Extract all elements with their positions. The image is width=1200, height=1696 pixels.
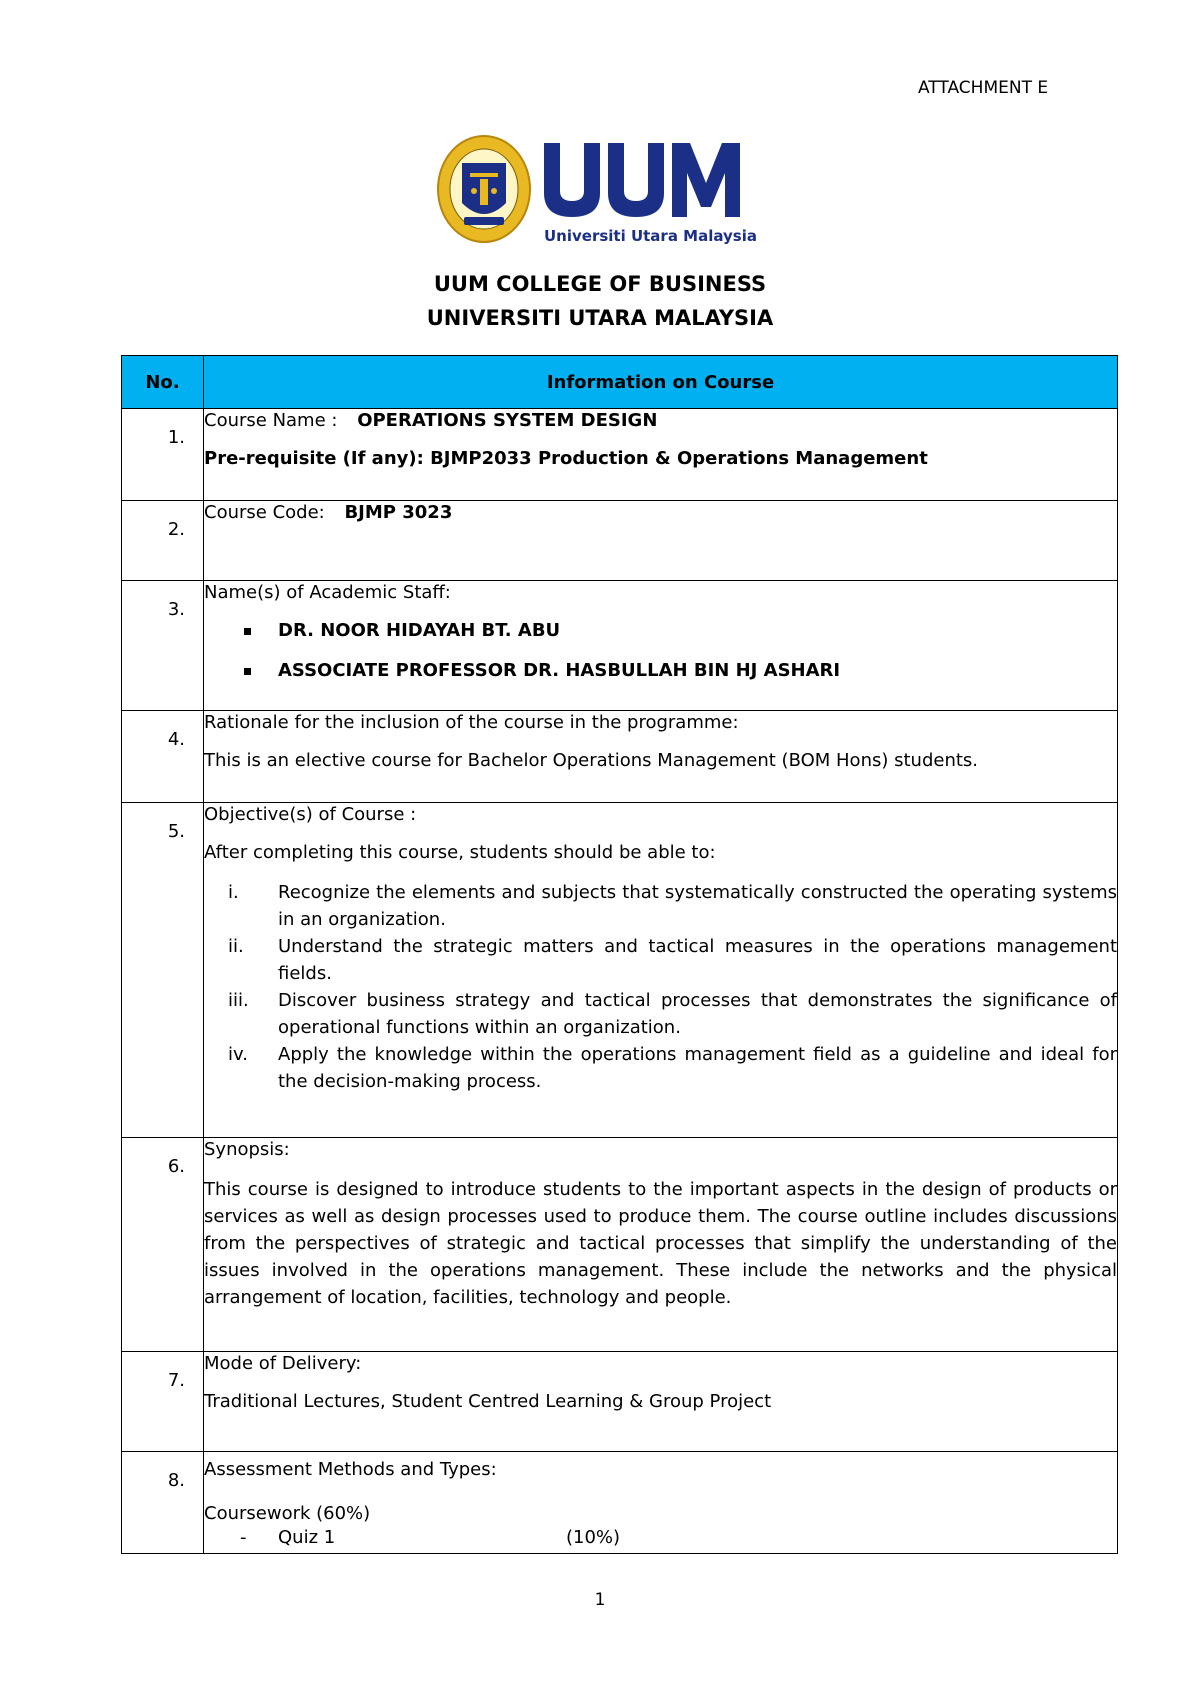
list-item: ii. Understand the strategic matters and tactical measures in the operations management fields.	[228, 936, 1117, 984]
uum-logo	[436, 133, 756, 253]
row-number: 5.	[122, 803, 204, 1138]
college-title: UUM COLLEGE OF BUSINESS	[433, 272, 767, 296]
synopsis-label: Synopsis:	[204, 1139, 290, 1160]
university-title: UNIVERSITI UTARA MALAYSIA	[426, 306, 774, 330]
row-content	[204, 581, 1118, 711]
assessment-item: - Quiz 1 (10%)	[240, 1527, 621, 1548]
rationale-label: Rationale for the inclusion of the course in the programme:	[204, 712, 739, 733]
objectives-list	[204, 879, 1117, 1095]
synopsis-text: This course is designed to introduce students to the important aspects in the design of products or services as well as design processes used to produce them. The course outline includes discussions from the perspectives of strategic and tactical processes that simplify the understanding of the issues involved in the operations management. These include the networks and the physical arrangement of location, facilities, technology and people.	[204, 1179, 1117, 1308]
table-row	[122, 803, 1118, 1138]
row-number: 4.	[122, 711, 204, 803]
uum-logo-graphic	[436, 133, 756, 253]
row-content	[204, 501, 1118, 581]
objectives-intro: After completing this course, students should be able to:	[204, 842, 716, 863]
list-item: i. Recognize the elements and subjects that systematically constructed the operating systems in an organization.	[228, 882, 1117, 930]
row-number: 3.	[122, 581, 204, 711]
row-content	[204, 1352, 1118, 1452]
delivery-label: Mode of Delivery:	[204, 1353, 362, 1374]
academic-staff-label: Name(s) of Academic Staff:	[204, 582, 451, 603]
course-code-value: BJMP 3023	[344, 502, 453, 523]
list-item: iv. Apply the knowledge within the operations management field as a guideline and ideal for the decision-making process.	[228, 1044, 1117, 1092]
attachment-label: ATTACHMENT E	[918, 78, 1049, 98]
bullet-icon	[244, 668, 251, 675]
row-content	[204, 1452, 1118, 1554]
row-content	[204, 711, 1118, 803]
course-name-value: OPERATIONS SYSTEM DESIGN	[357, 410, 658, 431]
column-header-info: Information on Course	[204, 356, 1118, 409]
row-number: 1.	[122, 409, 204, 501]
row-content	[204, 409, 1118, 501]
row-number: 2.	[122, 501, 204, 581]
column-header-no: No.	[122, 356, 204, 409]
table-row	[122, 581, 1118, 711]
table-row	[122, 409, 1118, 501]
list-item: ASSOCIATE PROFESSOR DR. HASBULLAH BIN HJ ASHARI	[204, 659, 1117, 683]
row-number: 6.	[122, 1138, 204, 1352]
list-item: iii. Discover business strategy and tactical processes that demonstrates the significance of operational functions within an organization.	[228, 990, 1117, 1038]
row-content	[204, 1138, 1118, 1352]
row-number: 7.	[122, 1352, 204, 1452]
row-number: 8.	[122, 1452, 204, 1554]
table-row	[122, 711, 1118, 803]
table-row	[122, 1452, 1118, 1554]
list-item: DR. NOOR HIDAYAH BT. ABU	[204, 619, 1117, 643]
coursework-label: Coursework (60%)	[204, 1503, 371, 1524]
table-header-row	[122, 356, 1118, 409]
rationale-text: This is an elective course for Bachelor Operations Management (BOM Hons) students.	[204, 750, 979, 771]
course-info-table	[121, 355, 1118, 1554]
assessment-label: Assessment Methods and Types:	[204, 1459, 497, 1480]
prerequisite: Pre-requisite (If any): BJMP2033 Production & Operations Management	[204, 448, 928, 469]
course-code-label: Course Code:	[204, 502, 325, 523]
course-name-label: Course Name :	[204, 410, 338, 431]
staff-list	[204, 619, 1117, 683]
table-row	[122, 1352, 1118, 1452]
delivery-text: Traditional Lectures, Student Centred Learning & Group Project	[204, 1391, 772, 1412]
logo-subtitle: Universiti Utara Malaysia	[544, 227, 756, 245]
assessment-item-percent: (10%)	[566, 1527, 621, 1548]
assessment-item-name: Quiz 1	[278, 1527, 336, 1548]
row-content	[204, 803, 1118, 1138]
table-row	[122, 501, 1118, 581]
page-number: 1	[594, 1590, 606, 1610]
table-row	[122, 1138, 1118, 1352]
objectives-label: Objective(s) of Course :	[204, 804, 417, 825]
bullet-icon	[244, 628, 251, 635]
